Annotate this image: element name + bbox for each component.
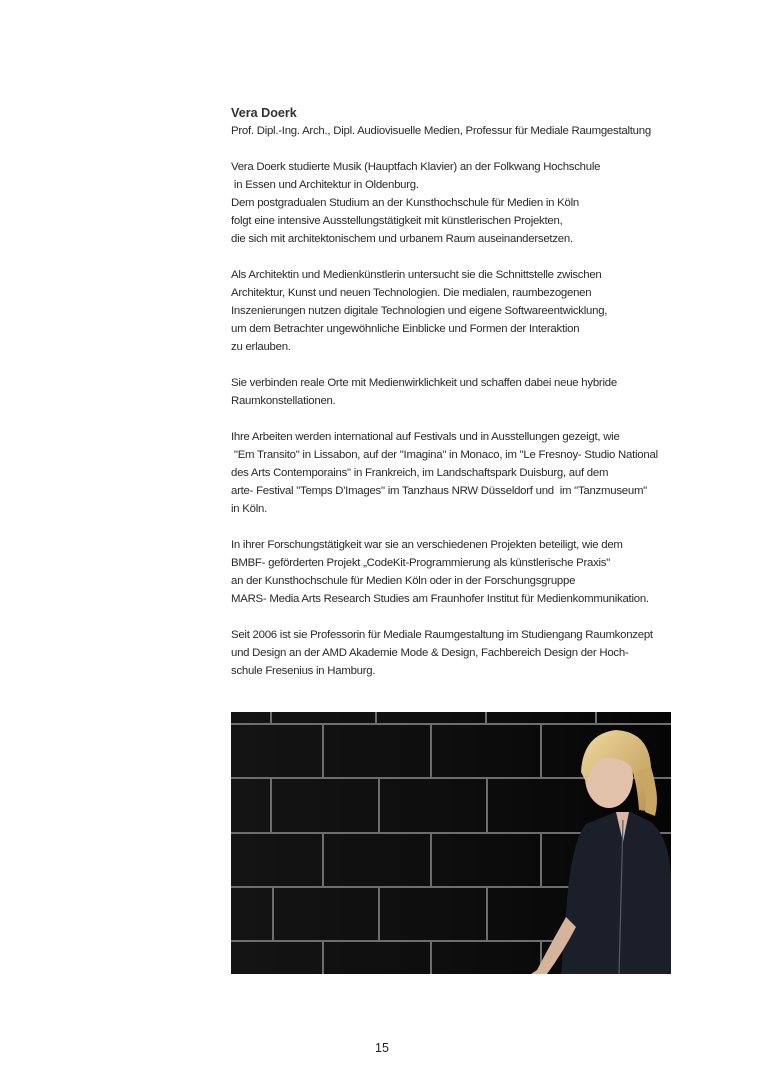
text-line: Sie verbinden reale Orte mit Medienwirklichkeit und schaffen dabei neue hybride	[231, 377, 617, 389]
text-line: Vera Doerk studierte Musik (Hauptfach Klavier) an der Folkwang Hochschule	[231, 161, 601, 173]
text-line: und Design an der AMD Akademie Mode & Design, Fachbereich Design der Hoch-	[231, 647, 629, 659]
biography-section	[231, 104, 681, 698]
text-line: arte- Festival "Temps D'Images" im Tanzhaus NRW Düsseldorf und im "Tanzmuseum"	[231, 485, 647, 497]
text-line: an der Kunsthochschule für Medien Köln oder in der Forschungsgruppe	[231, 575, 576, 587]
text-line: BMBF- geförderten Projekt „CodeKit-Programmierung als künstlerische Praxis"	[231, 557, 611, 569]
text-line: folgt eine intensive Ausstellungstätigkeit mit künstlerischen Projekten,	[231, 215, 563, 227]
text-line: Als Architektin und Medienkünstlerin untersucht sie die Schnittstelle zwischen	[231, 269, 602, 281]
text-line: die sich mit architektonischem und urbanem Raum auseinandersetzen.	[231, 233, 573, 245]
text-line: schule Fresenius in Hamburg.	[231, 665, 376, 677]
paragraph-practice	[231, 266, 681, 356]
paragraph-research	[231, 536, 681, 608]
text-line: In ihrer Forschungstätigkeit war sie an verschiedenen Projekten beteiligt, wie dem	[231, 539, 623, 551]
paragraph-education	[231, 158, 681, 248]
text-line: Dem postgradualen Studium an der Kunsthochschule für Medien in Köln	[231, 197, 579, 209]
text-line: des Arts Contemporains" in Frankreich, im Landschaftspark Duisburg, auf dem	[231, 467, 609, 479]
paragraph-exhibitions	[231, 428, 681, 518]
author-title: Prof. Dipl.-Ing. Arch., Dipl. Audiovisuelle Medien, Professur für Mediale Raumgestaltung	[231, 125, 651, 137]
portrait-illustration	[231, 712, 671, 974]
paragraph-professorship	[231, 626, 681, 680]
text-line: Ihre Arbeiten werden international auf Festivals und in Ausstellungen gezeigt, wie	[231, 431, 620, 443]
text-line: um dem Betrachter ungewöhnliche Einblicke und Formen der Interaktion	[231, 323, 580, 335]
portrait-photo	[231, 712, 671, 974]
text-line: Raumkonstellationen.	[231, 395, 336, 407]
text-line: Seit 2006 ist sie Professorin für Mediale Raumgestaltung im Studiengang Raumkonzept	[231, 629, 653, 641]
text-line: "Em Transito" in Lissabon, auf der "Imagina" in Monaco, im "Le Fresnoy- Studio National	[231, 449, 658, 461]
author-name: Vera Doerk	[231, 106, 297, 120]
text-line: Inszenierungen nutzen digitale Technologien und eigene Softwareentwicklung,	[231, 305, 608, 317]
text-line: zu erlauben.	[231, 341, 291, 353]
text-line: Architektur, Kunst und neuen Technologien. Die medialen, raumbezogenen	[231, 287, 592, 299]
paragraph-hybrid	[231, 374, 681, 410]
text-line: MARS- Media Arts Research Studies am Fraunhofer Institut für Medienkommunikation.	[231, 593, 649, 605]
page-number: 15	[375, 1041, 389, 1055]
text-line: in Essen und Architektur in Oldenburg.	[231, 179, 419, 191]
text-line: in Köln.	[231, 503, 267, 515]
